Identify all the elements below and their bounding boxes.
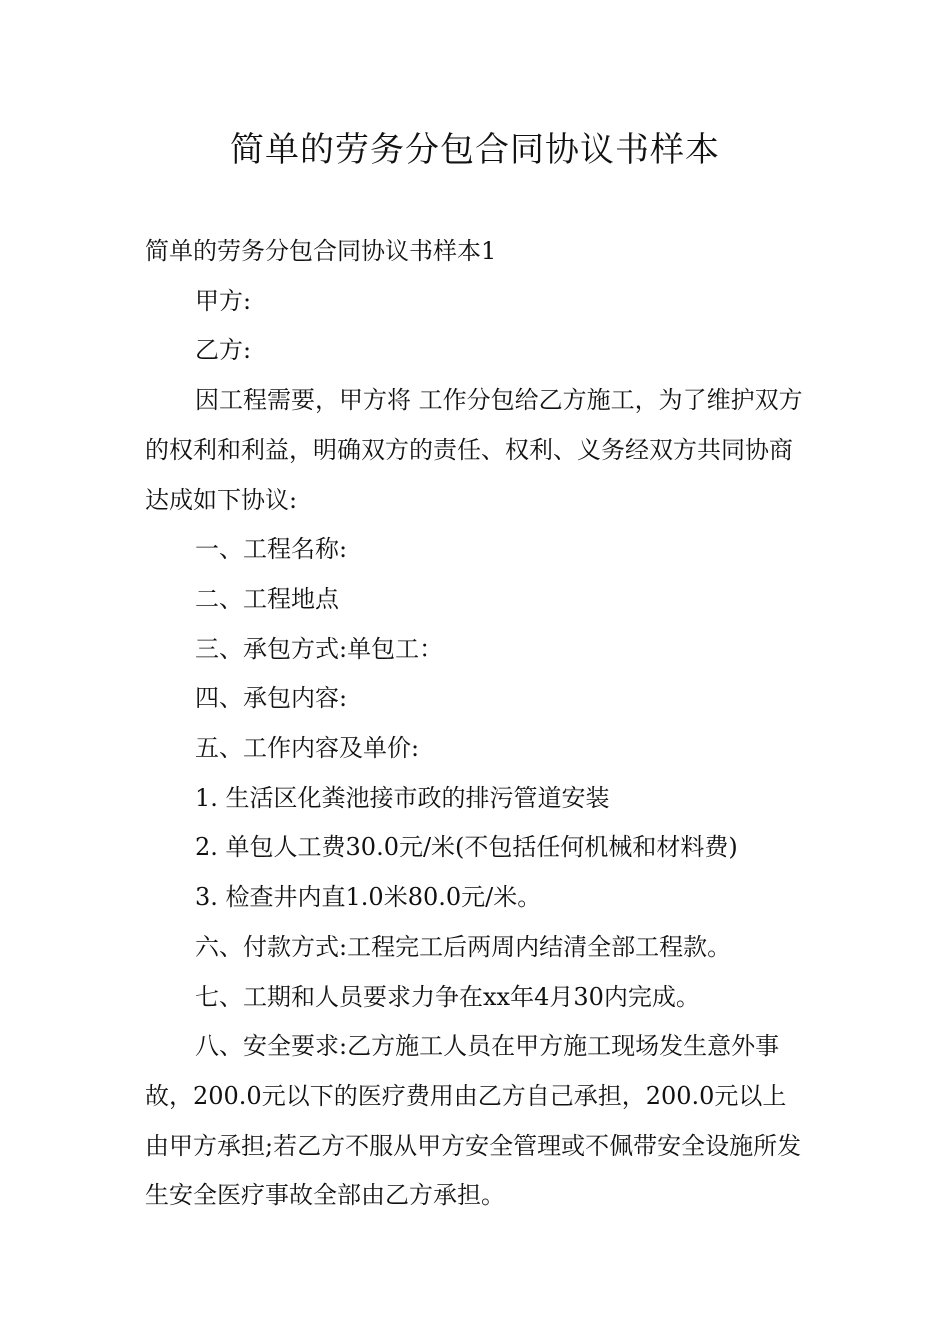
section-subtitle: 简单的劳务分包合同协议书样本1 (145, 237, 497, 265)
clause-project-location: 二、工程地点 (195, 584, 339, 613)
clause-contract-content: 四、承包内容: (195, 684, 348, 713)
clause-schedule: 七、工期和人员要求力争在xx年4月30内完成。 (195, 982, 700, 1011)
party-b-line: 乙方: (195, 336, 252, 365)
document-body (145, 227, 810, 1221)
work-item-2: 2. 单包人工费30.0元/米(不包括任何机械和材料费) (195, 833, 738, 862)
clause-payment: 六、付款方式:工程完工后两周内结清全部工程款。 (195, 932, 732, 961)
work-item-1: 1. 生活区化粪池接市政的排污管道安装 (195, 783, 610, 812)
clause-contract-mode: 三、承包方式:单包工： (195, 634, 444, 663)
clause-project-name: 一、工程名称: (195, 535, 348, 564)
work-item-3: 3. 检查井内直1.0米80.0元/米。 (195, 883, 542, 912)
clause-work-and-price: 五、工作内容及单价: (195, 734, 420, 763)
preamble-paragraph: 因工程需要，甲方将 工作分包给乙方施工，为了维护双方的权利和利益，明确双方的责任、权利、义务经双方共同协商达成如下协议: (145, 386, 803, 514)
clause-safety: 八、安全要求:乙方施工人员在甲方施工现场发生意外事故，200.0元以下的医疗费用由乙方自己承担，200.0元以上由甲方承担;若乙方不服从甲方安全管理或不佩带安全设施所发生安全医疗事故全部由乙方承担。 (145, 1032, 802, 1210)
party-a-line: 甲方: (195, 286, 252, 315)
document-title: 简单的劳务分包合同协议书样本 (230, 130, 720, 170)
